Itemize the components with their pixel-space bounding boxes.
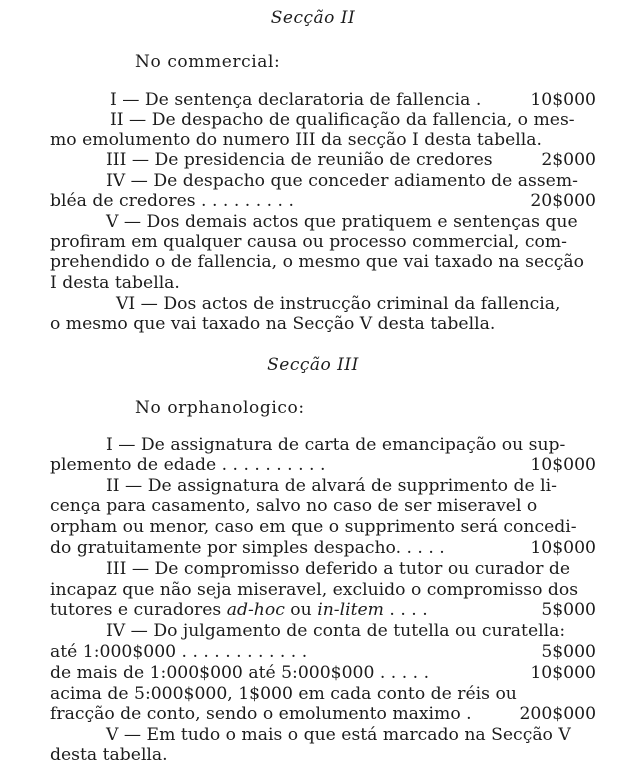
text-line: I — De sentença declaratoria de fallencia . 10$000 bbox=[110, 90, 596, 110]
text-line: II — De assignatura de alvará de supprimento de li- bbox=[106, 476, 557, 496]
text-line: III — De presidencia de reunião de credores 2$000 bbox=[106, 150, 596, 170]
text-line: do gratuitamente por simples despacho. . . . . 10$000 bbox=[50, 538, 596, 558]
text-line: IV — Do julgamento de conta de tutella ou curatella: bbox=[106, 621, 566, 641]
text-line: incapaz que não seja miseravel, excluido o compromisso dos bbox=[50, 580, 579, 600]
text-line: VI — Dos actos de instrucção criminal da fallencia, bbox=[116, 294, 561, 314]
amount: 5$000 bbox=[541, 642, 596, 662]
section-subheading: No commercial: bbox=[135, 52, 281, 72]
amount: 5$000 bbox=[541, 600, 596, 620]
section-heading: Secção II bbox=[270, 8, 356, 28]
text-line: orpham ou menor, caso em que o supprimento será concedi- bbox=[50, 517, 577, 537]
text-line: fracção de conto, sendo o emolumento maximo . 200$000 bbox=[50, 704, 596, 724]
text-line: bléa de credores . . . . . . . . . 20$000 bbox=[50, 191, 596, 211]
text-line: plemento de edade . . . . . . . . . . 10$000 bbox=[50, 455, 596, 475]
text-line: mo emolumento do numero III da secção I desta tabella. bbox=[50, 130, 542, 150]
amount: 200$000 bbox=[519, 704, 596, 724]
text-line: acima de 5:000$000, 1$000 em cada conto de réis ou bbox=[50, 684, 517, 704]
text-line: profiram em qualquer causa ou processo commercial, com- bbox=[50, 232, 567, 252]
text-line: cença para casamento, salvo no caso de ser miseravel o bbox=[50, 496, 538, 516]
italic-term: ad-hoc bbox=[226, 600, 285, 620]
text-line: II — De despacho de qualificação da fallencia, o mes- bbox=[110, 110, 575, 130]
text-line: até 1:000$000 . . . . . . . . . . . . 5$000 bbox=[50, 642, 596, 662]
text-line: III — De compromisso deferido a tutor ou curador de bbox=[106, 559, 571, 579]
text-line: V — Em tudo o mais o que está marcado na Secção V bbox=[106, 725, 571, 745]
text-line: o mesmo que vai taxado na Secção V desta tabella. bbox=[50, 314, 496, 334]
text-line: IV — De despacho que conceder adiamento de assem- bbox=[106, 171, 578, 191]
amount: 10$000 bbox=[530, 538, 596, 558]
amount: 10$000 bbox=[530, 90, 596, 110]
text-line: I — De assignatura de carta de emancipação ou sup- bbox=[106, 435, 566, 455]
section-heading: Secção III bbox=[267, 355, 359, 375]
text-line: prehendido o de fallencia, o mesmo que vai taxado na secção bbox=[50, 252, 584, 272]
text-line: tutores e curadores ad-hoc ou in-litem . . . . 5$000 bbox=[50, 600, 596, 620]
amount: 20$000 bbox=[530, 191, 596, 211]
italic-term: in-litem bbox=[317, 600, 384, 620]
amount: 10$000 bbox=[530, 455, 596, 475]
text-line: I desta tabella. bbox=[50, 273, 180, 293]
amount: 10$000 bbox=[530, 663, 596, 683]
text-line: de mais de 1:000$000 até 5:000$000 . . . . . 10$000 bbox=[50, 663, 596, 683]
text-line: desta tabella. bbox=[50, 745, 168, 765]
section-subheading: No orphanologico: bbox=[135, 398, 305, 418]
amount: 2$000 bbox=[541, 150, 596, 170]
text-line: V — Dos demais actos que pratiquem e sentenças que bbox=[106, 212, 578, 232]
